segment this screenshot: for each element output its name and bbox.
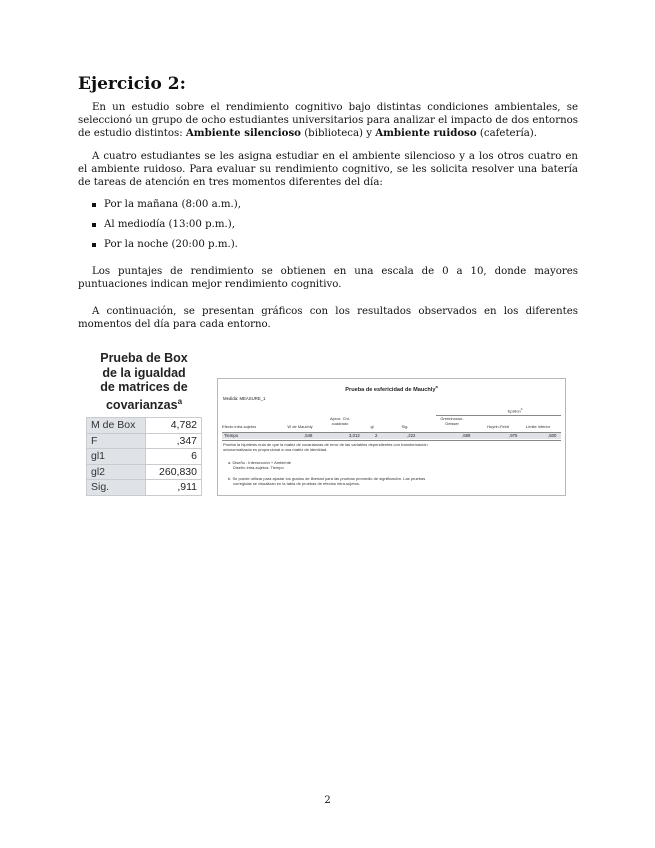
mauchly-measure: Medida: MEASURE_1 bbox=[223, 396, 266, 401]
exercise-heading: Ejercicio 2: bbox=[78, 74, 186, 94]
table-row bbox=[87, 449, 202, 465]
bullet-text: Por la noche (20:00 p.m.). bbox=[104, 239, 238, 250]
note-line: a. Diseño : Intersección + Ambiente bbox=[228, 460, 292, 465]
mauchly-note-a bbox=[228, 460, 563, 470]
graphs-paragraph bbox=[78, 305, 578, 331]
table-row bbox=[222, 433, 561, 439]
epsilon-header bbox=[485, 407, 545, 414]
box-m-title-text: covarianzas bbox=[105, 397, 178, 412]
bullet-item bbox=[92, 239, 241, 259]
table-row bbox=[87, 480, 202, 496]
bullet-icon bbox=[92, 243, 96, 247]
row-divider bbox=[222, 440, 561, 441]
box-m-title-line bbox=[86, 395, 202, 413]
bullet-item bbox=[92, 219, 241, 239]
intro-text-b: (biblioteca) y bbox=[300, 128, 376, 139]
box-m-title bbox=[86, 351, 202, 412]
bullet-text: Por la mañana (8:00 a.m.), bbox=[104, 199, 242, 210]
bullet-icon bbox=[92, 223, 96, 227]
note-line: Diseño intra-sujetos: Tiempo bbox=[233, 465, 284, 470]
header-chi-line: cuadrado bbox=[331, 420, 349, 426]
time-bullet-list bbox=[92, 199, 241, 259]
header-efecto: Efecto intra-sujetos bbox=[222, 424, 257, 429]
cell-chi: 3,012 bbox=[349, 433, 360, 438]
header-w: W de Mauchly bbox=[287, 424, 313, 429]
box-m-title-line: Prueba de Box bbox=[100, 351, 188, 365]
note-line: corregidas se visualizan en la tabla de pruebas de efectos intra-sujetos. bbox=[233, 481, 360, 486]
box-m-title-line: de matrices de bbox=[100, 380, 188, 394]
intro-paragraph bbox=[78, 101, 578, 140]
row-value: ,911 bbox=[146, 480, 202, 496]
intro-bold-noisy: Ambiente ruidoso bbox=[375, 127, 477, 139]
note-line: b. Se puede utilizar para ajustar los grados de libertad para las pruebas promedio de significación. Las pruebas bbox=[228, 476, 426, 481]
epsilon-sup: b bbox=[520, 407, 523, 411]
row-label: Sig. bbox=[87, 480, 146, 496]
table-row bbox=[87, 433, 202, 449]
design-text: A cuatro estudiantes se les asigna estudiar en el ambiente silencioso y a los otros cuatro en el ambiente ruidoso. Para evaluar su rendimiento cognitivo, se les solicita resolver una batería de tareas de atención en tres momentos diferentes del día: bbox=[78, 151, 578, 188]
header-gl: gl bbox=[370, 424, 374, 429]
cell-hf: ,975 bbox=[509, 433, 518, 438]
graphs-text: A continuación, se presentan gráficos con los resultados observados en los diferentes momentos del día para cada entorno. bbox=[78, 306, 578, 330]
scale-paragraph bbox=[78, 265, 578, 291]
note-line: Prueba la hipótesis nula de que la matriz de covarianzas de error de las variables dependientes con transformación bbox=[223, 442, 428, 447]
scale-text: Los puntajes de rendimiento se obtienen en una escala de 0 a 10, donde mayores puntuaciones indican mejor rendimiento cognitivo. bbox=[78, 266, 578, 290]
header-li: Límite inferior bbox=[525, 424, 551, 429]
table-row bbox=[87, 418, 202, 434]
cell-sig: ,222 bbox=[407, 433, 416, 438]
row-value: 260,830 bbox=[146, 464, 202, 480]
mauchly-note-b bbox=[228, 476, 563, 486]
mauchly-note-main bbox=[223, 442, 558, 452]
design-paragraph bbox=[78, 150, 578, 189]
intro-text-a: En un estudio sobre el rendimiento cognitivo bajo distintas condiciones ambientales, se seleccionó un grupo de ocho estudiantes universitarios para analizar el impacto de dos entornos de estudio distintos: bbox=[78, 102, 578, 139]
cell-efecto: Tiempo bbox=[224, 433, 239, 438]
intro-text-c: (cafetería). bbox=[476, 128, 537, 139]
mauchly-title-text: Prueba de esfericidad de Mauchly bbox=[345, 386, 436, 393]
page-number: 2 bbox=[324, 795, 331, 806]
header-chi-line: Aprox. Chi- bbox=[329, 416, 350, 421]
row-value: ,347 bbox=[146, 433, 202, 449]
bullet-item bbox=[92, 199, 241, 219]
header-gg-line: Greenhouse- bbox=[440, 416, 464, 421]
mauchly-table bbox=[217, 378, 566, 496]
row-label: F bbox=[87, 433, 146, 449]
cell-gg: ,689 bbox=[462, 433, 471, 438]
box-m-title-line: de la igualdad bbox=[102, 365, 186, 380]
epsilon-label: Epsilon bbox=[507, 408, 521, 414]
row-value: 6 bbox=[146, 449, 202, 465]
header-hf: Huynh-Feldt bbox=[487, 424, 509, 429]
row-label: gl1 bbox=[87, 449, 146, 465]
bullet-text: Al mediodía (13:00 p.m.), bbox=[104, 219, 235, 230]
mauchly-title-sup: a bbox=[435, 384, 438, 389]
header-sig: Sig. bbox=[401, 424, 409, 429]
mauchly-title bbox=[218, 384, 565, 393]
row-label: M de Box bbox=[87, 418, 146, 434]
header-gg-line: Geisser bbox=[445, 420, 459, 426]
row-label: gl2 bbox=[87, 464, 146, 480]
box-m-grid bbox=[86, 417, 202, 496]
cell-li: ,500 bbox=[548, 433, 557, 438]
row-value: 4,782 bbox=[146, 418, 202, 434]
header-chi bbox=[322, 417, 358, 427]
bullet-icon bbox=[92, 203, 96, 207]
box-m-title-sup: a bbox=[177, 396, 183, 406]
cell-gl: 2 bbox=[375, 433, 378, 438]
box-m-table bbox=[86, 351, 202, 496]
intro-bold-silent: Ambiente silencioso bbox=[185, 127, 301, 139]
note-line: ortonormalizada es proporcional a una matriz de identidad. bbox=[223, 447, 328, 452]
table-row bbox=[87, 464, 202, 480]
cell-w: ,548 bbox=[304, 433, 313, 438]
header-gg bbox=[432, 417, 472, 427]
